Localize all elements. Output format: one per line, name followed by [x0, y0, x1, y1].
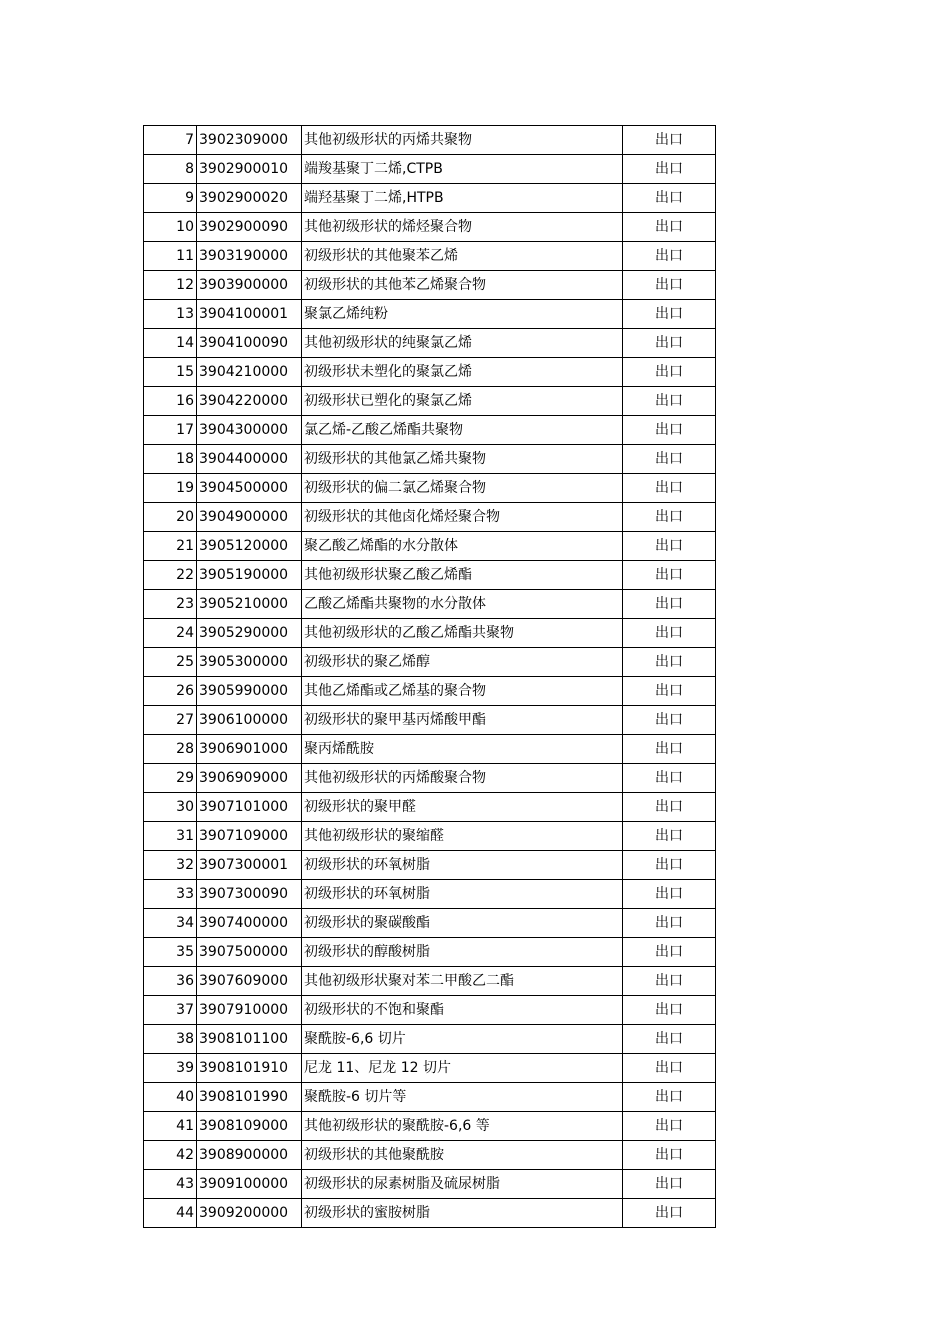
description-cell: 初级形状的偏二氯乙烯聚合物	[302, 474, 623, 503]
table-row	[144, 1025, 716, 1054]
trade-type-cell: 出口	[623, 1025, 716, 1054]
hs-code-cell: 3908900000	[197, 1141, 302, 1170]
hs-code-cell: 3904100090	[197, 329, 302, 358]
hs-code-cell: 3909200000	[197, 1199, 302, 1228]
hs-code-cell: 3905300000	[197, 648, 302, 677]
row-number: 22	[144, 561, 197, 590]
table-row	[144, 213, 716, 242]
description-cell: 其他初级形状聚乙酸乙烯酯	[302, 561, 623, 590]
row-number: 20	[144, 503, 197, 532]
table-row	[144, 880, 716, 909]
description-cell: 其他乙烯酯或乙烯基的聚合物	[302, 677, 623, 706]
description-cell: 初级形状未塑化的聚氯乙烯	[302, 358, 623, 387]
trade-type-cell: 出口	[623, 938, 716, 967]
table-row	[144, 561, 716, 590]
table-row	[144, 706, 716, 735]
description-cell: 初级形状的聚乙烯醇	[302, 648, 623, 677]
hs-code-cell: 3903190000	[197, 242, 302, 271]
trade-type-cell: 出口	[623, 416, 716, 445]
hs-code-cell: 3906100000	[197, 706, 302, 735]
description-cell: 聚酰胺-6,6 切片	[302, 1025, 623, 1054]
row-number: 12	[144, 271, 197, 300]
row-number: 10	[144, 213, 197, 242]
table-row	[144, 938, 716, 967]
hs-code-cell: 3902900020	[197, 184, 302, 213]
table-row	[144, 242, 716, 271]
table-row	[144, 1141, 716, 1170]
table-row	[144, 1083, 716, 1112]
hs-code-cell: 3905210000	[197, 590, 302, 619]
trade-type-cell: 出口	[623, 242, 716, 271]
description-cell: 其他初级形状的丙烯共聚物	[302, 126, 623, 155]
trade-type-cell: 出口	[623, 1170, 716, 1199]
row-number: 26	[144, 677, 197, 706]
table-row	[144, 416, 716, 445]
description-cell: 初级形状的尿素树脂及硫尿树脂	[302, 1170, 623, 1199]
hs-code-cell: 3902309000	[197, 126, 302, 155]
trade-type-cell: 出口	[623, 1054, 716, 1083]
hs-code-cell: 3902900090	[197, 213, 302, 242]
trade-type-cell: 出口	[623, 909, 716, 938]
description-cell: 聚氯乙烯纯粉	[302, 300, 623, 329]
hs-code-cell: 3902900010	[197, 155, 302, 184]
hs-code-cell: 3904300000	[197, 416, 302, 445]
description-cell: 初级形状的不饱和聚酯	[302, 996, 623, 1025]
hs-code-cell: 3908101990	[197, 1083, 302, 1112]
trade-type-cell: 出口	[623, 271, 716, 300]
table-row	[144, 996, 716, 1025]
row-number: 21	[144, 532, 197, 561]
table-row	[144, 851, 716, 880]
hs-code-cell: 3907300090	[197, 880, 302, 909]
description-cell: 其他初级形状的纯聚氯乙烯	[302, 329, 623, 358]
row-number: 30	[144, 793, 197, 822]
trade-type-cell: 出口	[623, 532, 716, 561]
table-row	[144, 619, 716, 648]
table-row	[144, 764, 716, 793]
description-cell: 端羟基聚丁二烯,HTPB	[302, 184, 623, 213]
description-cell: 初级形状的其他卤化烯烃聚合物	[302, 503, 623, 532]
row-number: 39	[144, 1054, 197, 1083]
trade-type-cell: 出口	[623, 880, 716, 909]
hs-code-cell: 3904500000	[197, 474, 302, 503]
trade-type-cell: 出口	[623, 648, 716, 677]
trade-type-cell: 出口	[623, 474, 716, 503]
row-number: 14	[144, 329, 197, 358]
hs-code-cell: 3908101100	[197, 1025, 302, 1054]
commodity-code-table	[143, 125, 716, 1228]
hs-code-cell: 3906901000	[197, 735, 302, 764]
table-row	[144, 358, 716, 387]
row-number: 8	[144, 155, 197, 184]
description-cell: 初级形状已塑化的聚氯乙烯	[302, 387, 623, 416]
description-cell: 氯乙烯-乙酸乙烯酯共聚物	[302, 416, 623, 445]
row-number: 37	[144, 996, 197, 1025]
table-row	[144, 155, 716, 184]
hs-code-cell: 3907109000	[197, 822, 302, 851]
row-number: 28	[144, 735, 197, 764]
row-number: 7	[144, 126, 197, 155]
table-row	[144, 1054, 716, 1083]
description-cell: 初级形状的环氧树脂	[302, 851, 623, 880]
row-number: 16	[144, 387, 197, 416]
table-row	[144, 677, 716, 706]
table-row	[144, 532, 716, 561]
trade-type-cell: 出口	[623, 1112, 716, 1141]
trade-type-cell: 出口	[623, 213, 716, 242]
description-cell: 聚乙酸乙烯酯的水分散体	[302, 532, 623, 561]
hs-code-cell: 3907300001	[197, 851, 302, 880]
table-row	[144, 822, 716, 851]
table-row	[144, 793, 716, 822]
hs-code-cell: 3904100001	[197, 300, 302, 329]
hs-code-cell: 3906909000	[197, 764, 302, 793]
description-cell: 初级形状的醇酸树脂	[302, 938, 623, 967]
hs-code-cell: 3907609000	[197, 967, 302, 996]
description-cell: 其他初级形状的乙酸乙烯酯共聚物	[302, 619, 623, 648]
row-number: 25	[144, 648, 197, 677]
hs-code-cell: 3904400000	[197, 445, 302, 474]
document-page	[143, 125, 716, 1228]
hs-code-cell: 3904210000	[197, 358, 302, 387]
description-cell: 其他初级形状的聚酰胺-6,6 等	[302, 1112, 623, 1141]
trade-type-cell: 出口	[623, 387, 716, 416]
hs-code-cell: 3904220000	[197, 387, 302, 416]
description-cell: 尼龙 11、尼龙 12 切片	[302, 1054, 623, 1083]
row-number: 41	[144, 1112, 197, 1141]
trade-type-cell: 出口	[623, 155, 716, 184]
table-row	[144, 329, 716, 358]
trade-type-cell: 出口	[623, 967, 716, 996]
description-cell: 初级形状的其他聚苯乙烯	[302, 242, 623, 271]
table-row	[144, 271, 716, 300]
hs-code-cell: 3905190000	[197, 561, 302, 590]
trade-type-cell: 出口	[623, 706, 716, 735]
table-row	[144, 126, 716, 155]
row-number: 40	[144, 1083, 197, 1112]
description-cell: 其他初级形状的烯烃聚合物	[302, 213, 623, 242]
row-number: 18	[144, 445, 197, 474]
hs-code-cell: 3907101000	[197, 793, 302, 822]
table-row	[144, 474, 716, 503]
row-number: 44	[144, 1199, 197, 1228]
description-cell: 聚酰胺-6 切片等	[302, 1083, 623, 1112]
table-row	[144, 184, 716, 213]
hs-code-cell: 3907910000	[197, 996, 302, 1025]
trade-type-cell: 出口	[623, 822, 716, 851]
table-row	[144, 1199, 716, 1228]
row-number: 23	[144, 590, 197, 619]
trade-type-cell: 出口	[623, 793, 716, 822]
description-cell: 聚丙烯酰胺	[302, 735, 623, 764]
row-number: 9	[144, 184, 197, 213]
row-number: 38	[144, 1025, 197, 1054]
description-cell: 初级形状的聚甲基丙烯酸甲酯	[302, 706, 623, 735]
description-cell: 初级形状的其他氯乙烯共聚物	[302, 445, 623, 474]
table-row	[144, 387, 716, 416]
row-number: 43	[144, 1170, 197, 1199]
hs-code-cell: 3904900000	[197, 503, 302, 532]
trade-type-cell: 出口	[623, 735, 716, 764]
row-number: 11	[144, 242, 197, 271]
trade-type-cell: 出口	[623, 358, 716, 387]
description-cell: 端羧基聚丁二烯,CTPB	[302, 155, 623, 184]
trade-type-cell: 出口	[623, 590, 716, 619]
row-number: 17	[144, 416, 197, 445]
row-number: 36	[144, 967, 197, 996]
description-cell: 初级形状的聚碳酸酯	[302, 909, 623, 938]
table-row	[144, 590, 716, 619]
trade-type-cell: 出口	[623, 677, 716, 706]
table-row	[144, 445, 716, 474]
row-number: 13	[144, 300, 197, 329]
description-cell: 初级形状的蜜胺树脂	[302, 1199, 623, 1228]
table-row	[144, 648, 716, 677]
row-number: 33	[144, 880, 197, 909]
hs-code-cell: 3909100000	[197, 1170, 302, 1199]
trade-type-cell: 出口	[623, 184, 716, 213]
trade-type-cell: 出口	[623, 764, 716, 793]
hs-code-cell: 3903900000	[197, 271, 302, 300]
row-number: 19	[144, 474, 197, 503]
description-cell: 其他初级形状的丙烯酸聚合物	[302, 764, 623, 793]
trade-type-cell: 出口	[623, 1141, 716, 1170]
hs-code-cell: 3908101910	[197, 1054, 302, 1083]
description-cell: 初级形状的其他苯乙烯聚合物	[302, 271, 623, 300]
description-cell: 初级形状的环氧树脂	[302, 880, 623, 909]
hs-code-cell: 3905990000	[197, 677, 302, 706]
hs-code-cell: 3907400000	[197, 909, 302, 938]
hs-code-cell: 3905120000	[197, 532, 302, 561]
trade-type-cell: 出口	[623, 445, 716, 474]
row-number: 35	[144, 938, 197, 967]
trade-type-cell: 出口	[623, 1083, 716, 1112]
hs-code-cell: 3908109000	[197, 1112, 302, 1141]
row-number: 15	[144, 358, 197, 387]
trade-type-cell: 出口	[623, 329, 716, 358]
trade-type-cell: 出口	[623, 126, 716, 155]
description-cell: 其他初级形状的聚缩醛	[302, 822, 623, 851]
trade-type-cell: 出口	[623, 300, 716, 329]
table-row	[144, 300, 716, 329]
table-row	[144, 967, 716, 996]
hs-code-cell: 3905290000	[197, 619, 302, 648]
description-cell: 初级形状的聚甲醛	[302, 793, 623, 822]
table-row	[144, 503, 716, 532]
description-cell: 其他初级形状聚对苯二甲酸乙二酯	[302, 967, 623, 996]
trade-type-cell: 出口	[623, 619, 716, 648]
trade-type-cell: 出口	[623, 996, 716, 1025]
hs-code-cell: 3907500000	[197, 938, 302, 967]
row-number: 31	[144, 822, 197, 851]
row-number: 34	[144, 909, 197, 938]
table-row	[144, 1170, 716, 1199]
trade-type-cell: 出口	[623, 503, 716, 532]
table-body	[144, 126, 716, 1228]
trade-type-cell: 出口	[623, 561, 716, 590]
table-row	[144, 909, 716, 938]
row-number: 32	[144, 851, 197, 880]
description-cell: 初级形状的其他聚酰胺	[302, 1141, 623, 1170]
trade-type-cell: 出口	[623, 851, 716, 880]
description-cell: 乙酸乙烯酯共聚物的水分散体	[302, 590, 623, 619]
trade-type-cell: 出口	[623, 1199, 716, 1228]
row-number: 24	[144, 619, 197, 648]
table-row	[144, 735, 716, 764]
row-number: 42	[144, 1141, 197, 1170]
table-row	[144, 1112, 716, 1141]
row-number: 27	[144, 706, 197, 735]
row-number: 29	[144, 764, 197, 793]
